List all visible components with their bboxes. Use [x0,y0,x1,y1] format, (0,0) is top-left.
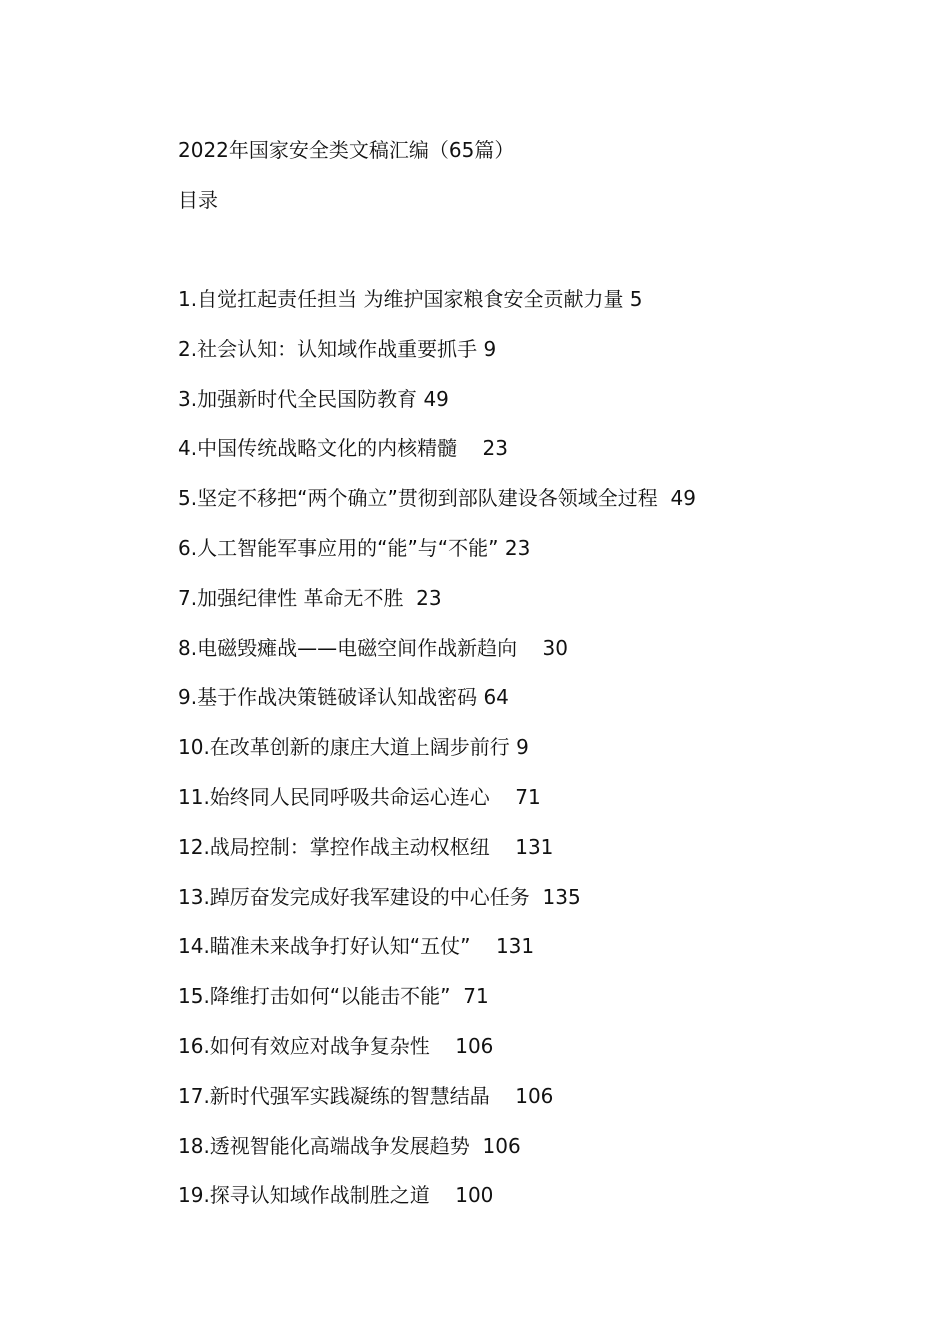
toc-item: 5.坚定不移把“两个确立”贯彻到部队建设各领域全过程 49 [178,486,696,511]
toc-list [178,283,696,1229]
toc-item: 15.降维打击如何“以能击不能” 71 [178,984,489,1009]
toc-item: 16.如何有效应对战争复杂性 106 [178,1033,494,1058]
toc-item: 9.基于作战决策链破译认知战密码 64 [178,685,509,710]
toc-item: 10.在改革创新的康庄大道上阔步前行 9 [178,735,529,760]
toc-item: 2.社会认知：认知域作战重要抓手 9 [178,336,497,361]
toc-item: 11.始终同人民同呼吸共命运心连心 71 [178,784,541,809]
toc-heading: 目录 [178,188,218,212]
toc-item: 13.踔厉奋发完成好我军建设的中心任务 135 [178,884,581,909]
document-title: 2022年国家安全类文稿汇编（65篇） [178,138,515,162]
toc-item: 18.透视智能化高端战争发展趋势 106 [178,1133,521,1158]
toc-item: 14.瞄准未来战争打好认知“五仗” 131 [178,934,535,959]
toc-item: 7.加强纪律性 革命无不胜 23 [178,585,442,610]
toc-item: 17.新时代强军实践凝练的智慧结晶 106 [178,1083,554,1108]
toc-item: 8.电磁毁瘫战——电磁空间作战新趋向 30 [178,635,568,660]
toc-item: 4.中国传统战略文化的内核精髓 23 [178,436,508,461]
toc-item: 6.人工智能军事应用的“能”与“不能” 23 [178,535,531,560]
toc-item: 12.战局控制：掌控作战主动权枢纽 131 [178,834,554,859]
toc-item: 3.加强新时代全民国防教育 49 [178,386,449,411]
toc-item: 1.自觉扛起责任担当 为维护国家粮食安全贡献力量 5 [178,287,643,311]
toc-item: 19.探寻认知域作战制胜之道 100 [178,1183,494,1208]
